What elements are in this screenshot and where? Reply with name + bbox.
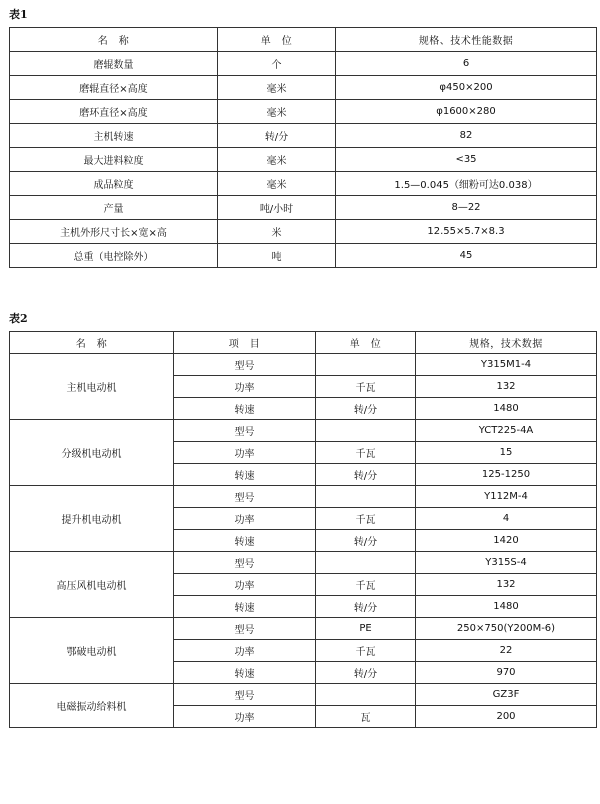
table1-caption: 表1	[9, 8, 28, 21]
unit-cell: 转/分	[316, 398, 416, 420]
unit-cell: 瓦	[316, 706, 416, 728]
specs-table-2	[9, 331, 597, 728]
column-header: 规格、技术性能数据	[336, 28, 597, 52]
spec-value-cell: <35	[336, 148, 597, 172]
column-header: 规格，技术数据	[416, 332, 597, 354]
item-name-cell: 总重（电控除外）	[10, 244, 218, 268]
equipment-name-cell: 提升机电动机	[10, 486, 174, 552]
spec-value-cell: 125-1250	[416, 464, 597, 486]
unit-cell	[316, 486, 416, 508]
item-cell: 型号	[174, 684, 316, 706]
spec-value-cell: 6	[336, 52, 597, 76]
item-name-cell: 成品粒度	[10, 172, 218, 196]
spec-value-cell: GZ3F	[416, 684, 597, 706]
spec-value-cell: 15	[416, 442, 597, 464]
unit-cell: 千瓦	[316, 508, 416, 530]
item-cell: 型号	[174, 552, 316, 574]
unit-cell: 千瓦	[316, 574, 416, 596]
spec-value-cell: 22	[416, 640, 597, 662]
table-row	[10, 552, 597, 574]
equipment-name-cell: 主机电动机	[10, 354, 174, 420]
unit-cell: 米	[218, 220, 336, 244]
spec-value-cell: Y112M-4	[416, 486, 597, 508]
item-name-cell: 产量	[10, 196, 218, 220]
item-name-cell: 主机转速	[10, 124, 218, 148]
spec-value-cell: 8—22	[336, 196, 597, 220]
table-header-row	[10, 332, 597, 354]
item-cell: 型号	[174, 354, 316, 376]
unit-cell: 毫米	[218, 148, 336, 172]
table-row	[10, 420, 597, 442]
spec-value-cell: 250×750(Y200M-6)	[416, 618, 597, 640]
unit-cell: 个	[218, 52, 336, 76]
unit-cell: 千瓦	[316, 442, 416, 464]
item-name-cell: 磨环直径×高度	[10, 100, 218, 124]
equipment-name-cell: 鄂破电动机	[10, 618, 174, 684]
equipment-name-cell: 高压风机电动机	[10, 552, 174, 618]
unit-cell: 千瓦	[316, 376, 416, 398]
equipment-name-cell: 分级机电动机	[10, 420, 174, 486]
unit-cell: 转/分	[316, 596, 416, 618]
item-cell: 功率	[174, 640, 316, 662]
spec-value-cell: φ450×200	[336, 76, 597, 100]
table-row	[10, 100, 597, 124]
spec-value-cell: 1420	[416, 530, 597, 552]
unit-cell: 吨	[218, 244, 336, 268]
item-cell: 功率	[174, 376, 316, 398]
spec-value-cell: 132	[416, 574, 597, 596]
item-name-cell: 磨辊数量	[10, 52, 218, 76]
unit-cell	[316, 552, 416, 574]
table-row	[10, 124, 597, 148]
item-cell: 转速	[174, 530, 316, 552]
item-cell: 功率	[174, 508, 316, 530]
column-header: 名 称	[10, 28, 218, 52]
spec-value-cell: 45	[336, 244, 597, 268]
unit-cell: 转/分	[316, 530, 416, 552]
spec-value-cell: 132	[416, 376, 597, 398]
spec-value-cell: 4	[416, 508, 597, 530]
item-cell: 型号	[174, 618, 316, 640]
item-name-cell: 磨辊直径×高度	[10, 76, 218, 100]
spec-value-cell: 1480	[416, 596, 597, 618]
unit-cell: 转/分	[218, 124, 336, 148]
spec-value-cell: YCT225-4A	[416, 420, 597, 442]
table-row	[10, 196, 597, 220]
unit-cell: 千瓦	[316, 640, 416, 662]
item-cell: 型号	[174, 420, 316, 442]
table-row	[10, 148, 597, 172]
item-cell: 转速	[174, 662, 316, 684]
table-row	[10, 220, 597, 244]
spec-value-cell: 1480	[416, 398, 597, 420]
column-header: 项 目	[174, 332, 316, 354]
table-header-row	[10, 28, 597, 52]
item-cell: 功率	[174, 574, 316, 596]
spec-value-cell: 970	[416, 662, 597, 684]
column-header: 名 称	[10, 332, 174, 354]
spec-value-cell: 12.55×5.7×8.3	[336, 220, 597, 244]
table2-caption: 表2	[9, 312, 28, 325]
item-cell: 功率	[174, 442, 316, 464]
equipment-name-cell: 电磁振动给料机	[10, 684, 174, 728]
unit-cell: 转/分	[316, 662, 416, 684]
column-header: 单 位	[316, 332, 416, 354]
unit-cell: 毫米	[218, 100, 336, 124]
spec-value-cell: 1.5—0.045（细粉可达0.038）	[336, 172, 597, 196]
item-cell: 转速	[174, 596, 316, 618]
table-row	[10, 244, 597, 268]
spec-value-cell: Y315S-4	[416, 552, 597, 574]
table-row	[10, 618, 597, 640]
table-row	[10, 354, 597, 376]
spec-value-cell: φ1600×280	[336, 100, 597, 124]
item-cell: 型号	[174, 486, 316, 508]
column-header: 单 位	[218, 28, 336, 52]
unit-cell: 毫米	[218, 172, 336, 196]
unit-cell: 吨/小时	[218, 196, 336, 220]
table-row	[10, 76, 597, 100]
specs-table-1	[9, 27, 597, 268]
table-row	[10, 52, 597, 76]
unit-cell	[316, 354, 416, 376]
unit-cell	[316, 420, 416, 442]
table-row	[10, 486, 597, 508]
table-row	[10, 172, 597, 196]
spec-value-cell: Y315M1-4	[416, 354, 597, 376]
unit-cell	[316, 684, 416, 706]
table-row	[10, 684, 597, 706]
item-name-cell: 主机外形尺寸长×宽×高	[10, 220, 218, 244]
item-cell: 功率	[174, 706, 316, 728]
spec-value-cell: 200	[416, 706, 597, 728]
item-cell: 转速	[174, 398, 316, 420]
item-name-cell: 最大进料粒度	[10, 148, 218, 172]
unit-cell: PE	[316, 618, 416, 640]
spec-value-cell: 82	[336, 124, 597, 148]
item-cell: 转速	[174, 464, 316, 486]
unit-cell: 毫米	[218, 76, 336, 100]
unit-cell: 转/分	[316, 464, 416, 486]
